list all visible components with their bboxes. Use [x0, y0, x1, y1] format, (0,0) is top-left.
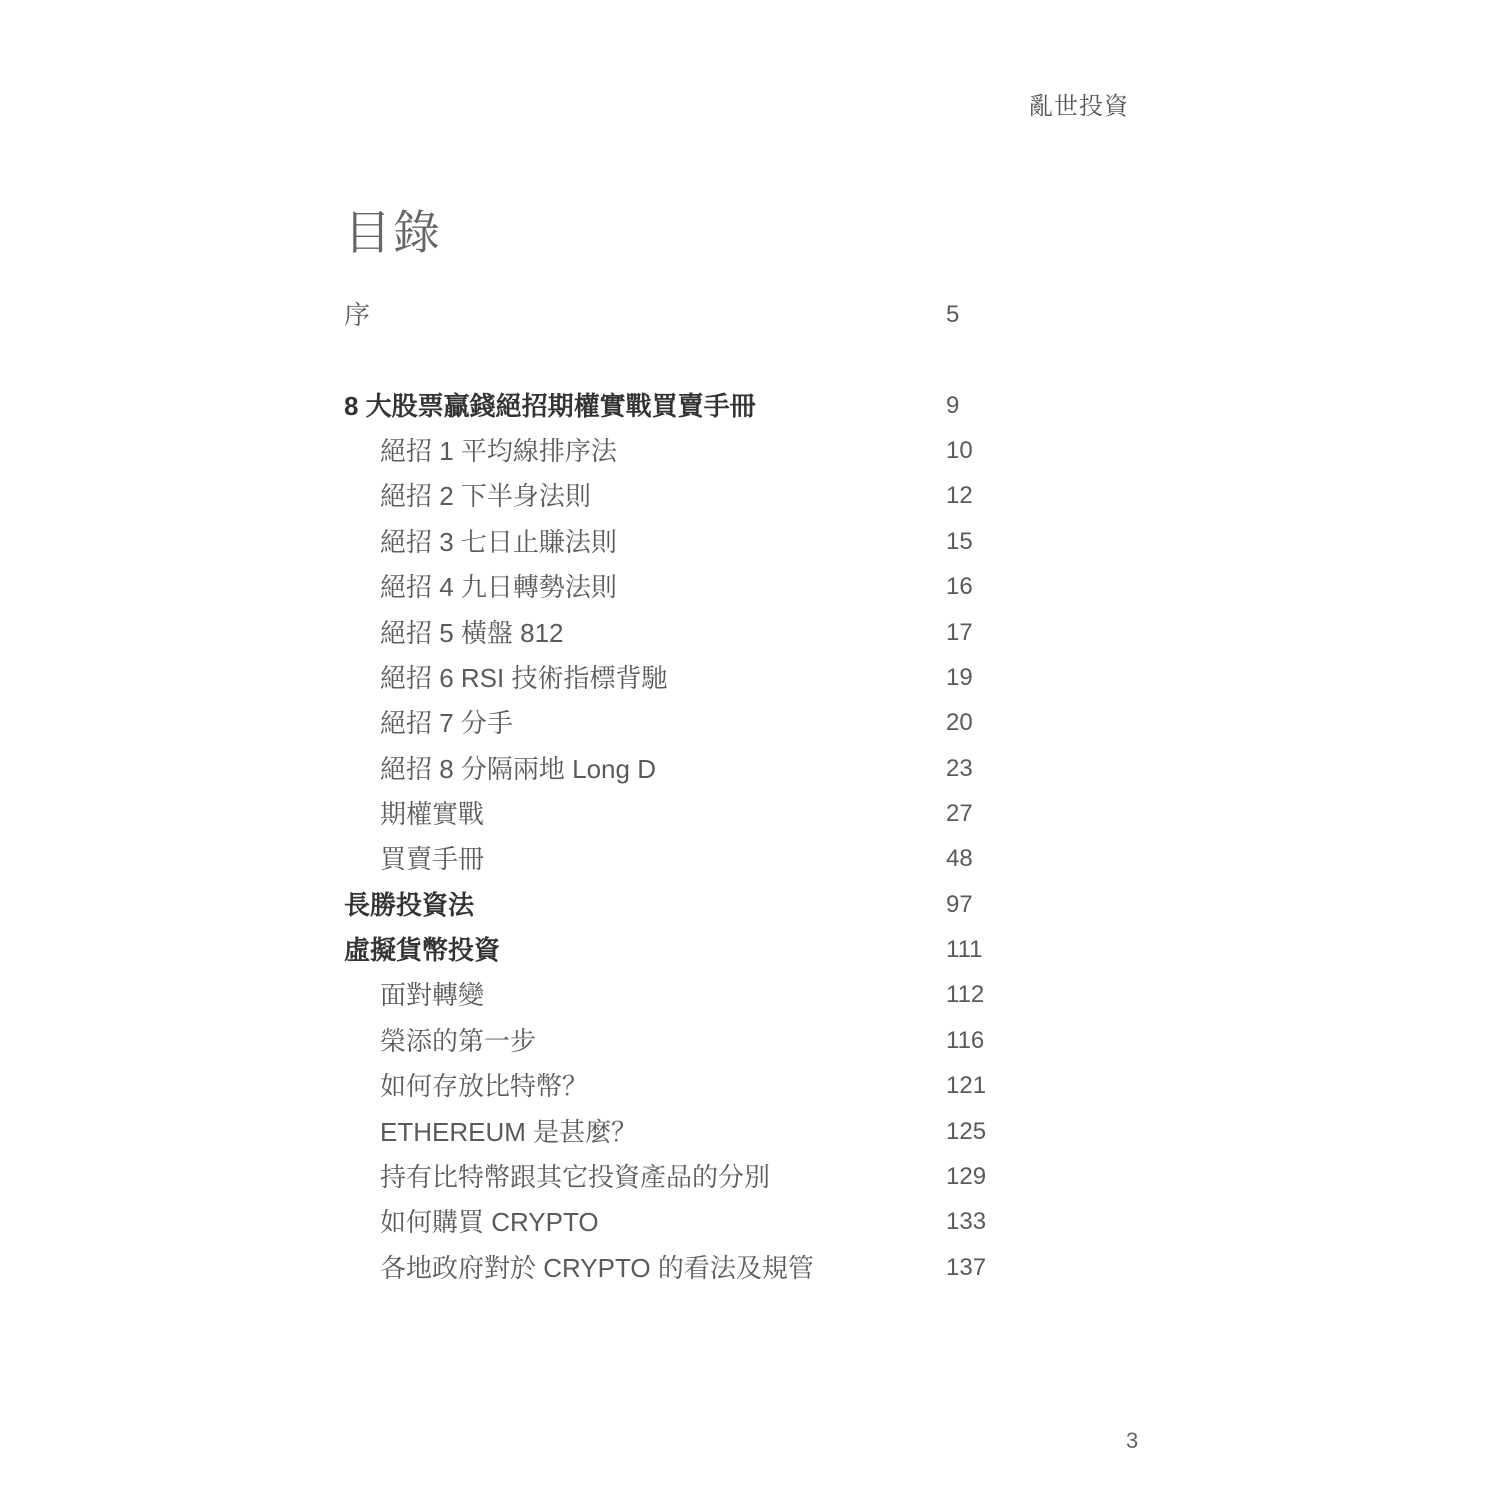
- toc-section[interactable]: [0, 1024, 1500, 1064]
- toc-section[interactable]: [0, 797, 1500, 837]
- toc-entry-label: 絕招 8 分隔兩地 Long D: [380, 754, 656, 784]
- toc-entry-label: ETHEREUM 是甚麼？: [380, 1117, 638, 1147]
- toc-section[interactable]: [0, 752, 1500, 792]
- toc-section[interactable]: [0, 570, 1500, 610]
- toc-section[interactable]: [0, 1251, 1500, 1291]
- toc-section[interactable]: [0, 661, 1500, 701]
- toc-entry-page: 5: [946, 301, 960, 328]
- toc-section[interactable]: [0, 978, 1500, 1018]
- toc-entry-label: 絕招 7 分手: [380, 708, 513, 738]
- toc-chapter[interactable]: [0, 888, 1500, 928]
- toc-entry-label: 8 大股票贏錢絕招期權實戰買賣手冊: [344, 391, 756, 421]
- toc-entry-label: 長勝投資法: [344, 890, 475, 920]
- toc-entry-page: 12: [946, 482, 973, 509]
- toc-entry-label: 持有比特幣跟其它投資產品的分別: [380, 1162, 771, 1192]
- toc-entry-page: 17: [946, 619, 973, 646]
- toc-entry-page: 10: [946, 437, 973, 464]
- toc-section[interactable]: [0, 525, 1500, 565]
- toc-entry-page: 129: [946, 1163, 987, 1190]
- toc-entry-label: 面對轉變: [380, 980, 485, 1010]
- toc-entry-page: 133: [946, 1208, 987, 1235]
- toc-entry-label: 絕招 5 橫盤 812: [380, 618, 564, 648]
- toc-entry-preface[interactable]: [0, 298, 1500, 338]
- toc-entry-label: 絕招 3 七日止賺法則: [380, 527, 617, 557]
- toc-chapter[interactable]: [0, 389, 1500, 429]
- toc-entry-page: 137: [946, 1254, 987, 1281]
- toc-entry-page: 16: [946, 573, 973, 600]
- toc-entry-page: 19: [946, 664, 973, 691]
- toc-entry-page: 125: [946, 1118, 987, 1145]
- toc-entry-label: 絕招 1 平均線排序法: [380, 436, 617, 466]
- toc-section[interactable]: [0, 479, 1500, 519]
- toc-entry-label: 絕招 2 下半身法則: [380, 481, 591, 511]
- toc-entry-page: 121: [946, 1072, 987, 1099]
- toc-entry-page: 111: [946, 936, 983, 963]
- running-header: 亂世投資: [1029, 93, 1129, 120]
- toc-entry-page: 9: [946, 392, 960, 419]
- page-number: 3: [1126, 1428, 1139, 1453]
- toc-entry-page: 15: [946, 528, 973, 555]
- toc-section[interactable]: [0, 434, 1500, 474]
- toc-entry-page: 23: [946, 755, 973, 782]
- toc-entry-label: 序: [344, 300, 371, 330]
- toc-entry-page: 116: [946, 1027, 985, 1054]
- toc-entry-label: 榮添的第一步: [380, 1026, 537, 1056]
- toc-section[interactable]: [0, 842, 1500, 882]
- toc-chapter[interactable]: [0, 933, 1500, 973]
- toc-entry-label: 如何存放比特幣？: [380, 1071, 589, 1101]
- toc-section[interactable]: [0, 706, 1500, 746]
- toc-section[interactable]: [0, 1069, 1500, 1109]
- toc-entry-page: 112: [946, 981, 985, 1008]
- toc-section[interactable]: [0, 1115, 1500, 1155]
- toc-entry-page: 48: [946, 845, 973, 872]
- toc-section[interactable]: [0, 1205, 1500, 1245]
- toc-entry-label: 絕招 6 RSI 技術指標背馳: [380, 663, 668, 693]
- toc-entry-label: 期權實戰: [380, 799, 485, 829]
- toc-section[interactable]: [0, 616, 1500, 656]
- toc-entry-page: 97: [946, 891, 973, 918]
- toc-entry-label: 虛擬貨幣投資: [344, 935, 501, 965]
- toc-entry-label: 絕招 4 九日轉勢法則: [380, 572, 617, 602]
- toc-entry-label: 各地政府對於 CRYPTO 的看法及規管: [380, 1253, 814, 1283]
- toc-entry-page: 20: [946, 709, 973, 736]
- toc-section[interactable]: [0, 1160, 1500, 1200]
- toc-entry-label: 如何購買 CRYPTO: [380, 1207, 599, 1237]
- page-title: 目錄: [344, 206, 442, 259]
- toc-entry-page: 27: [946, 800, 973, 827]
- toc-entry-label: 買賣手冊: [380, 844, 485, 874]
